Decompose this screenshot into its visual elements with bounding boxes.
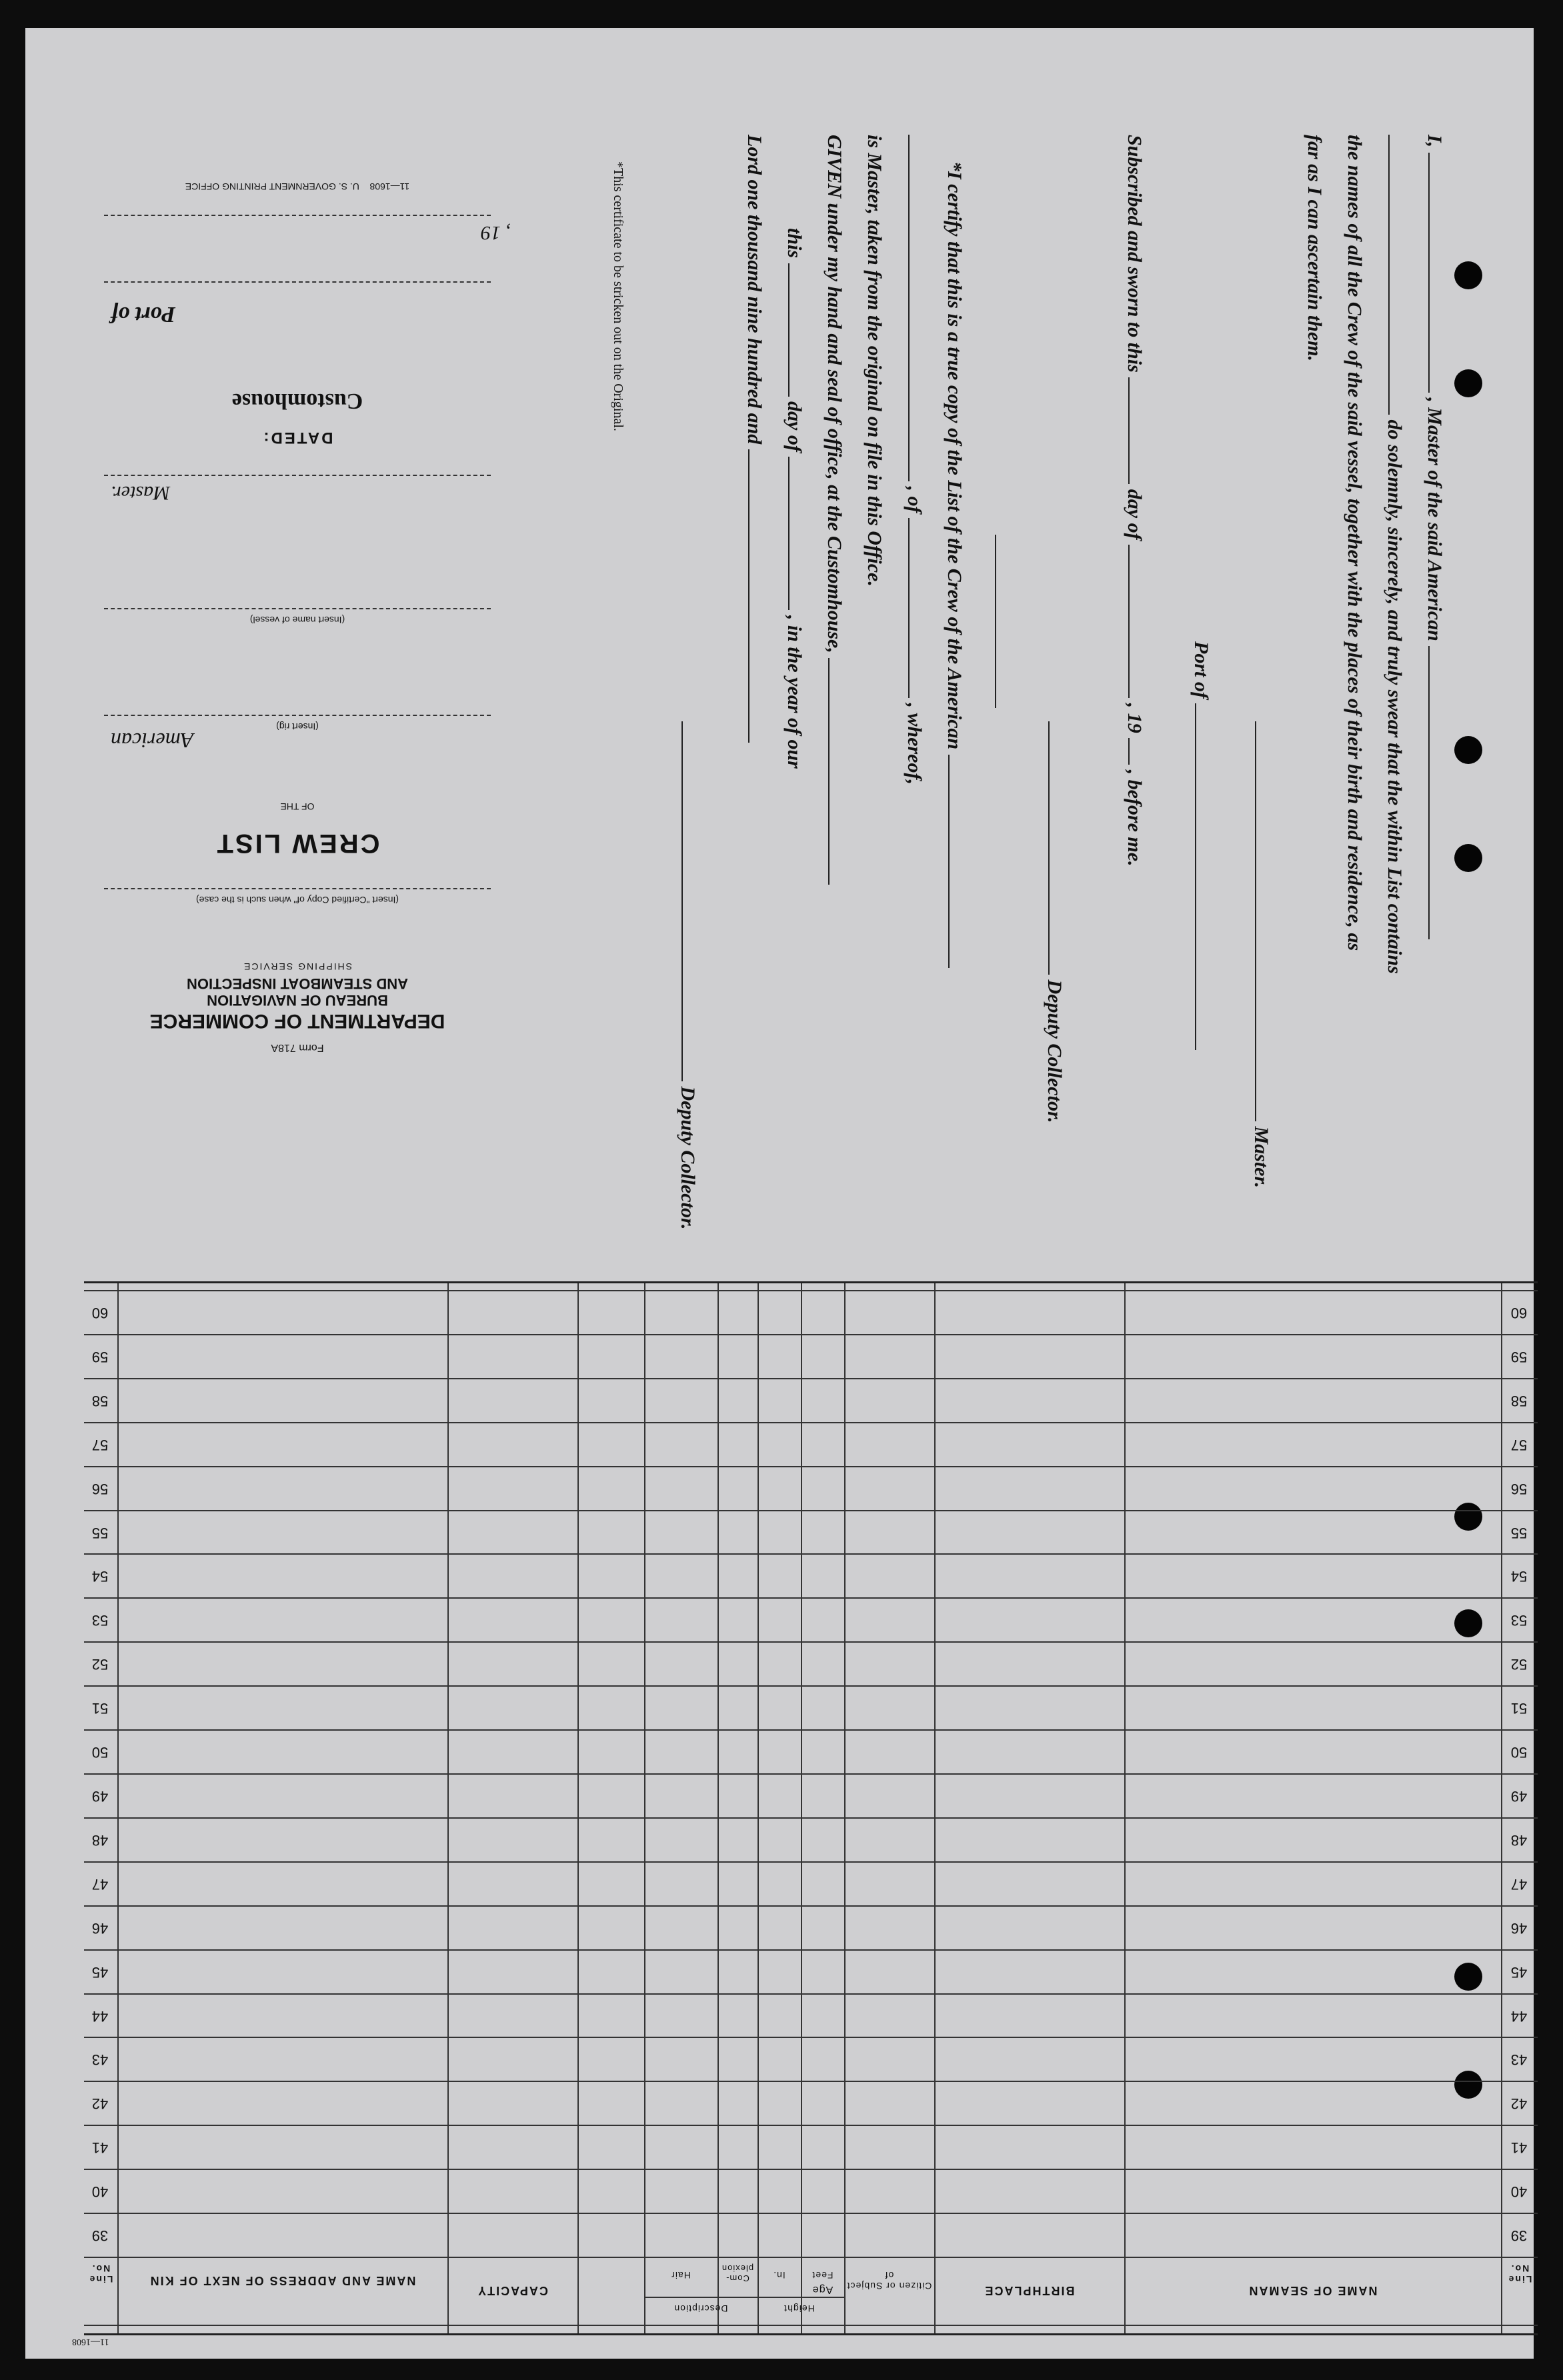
row-number-right: 54 <box>1510 1568 1528 1585</box>
cover-crew-list: CREW LIST <box>215 829 380 858</box>
table-row <box>84 1510 1538 1511</box>
row-number-right: 42 <box>1510 2095 1528 2113</box>
cert-master-of-american: , Master of the said American <box>1424 397 1446 641</box>
row-number-right: 52 <box>1510 1656 1528 1673</box>
row-number-left: 58 <box>91 1392 109 1409</box>
cert-i: I, <box>1424 135 1446 148</box>
row-number-right: 55 <box>1510 1524 1528 1541</box>
cert-this: this <box>784 228 806 259</box>
header-birthplace: BIRTHPLACE <box>984 2284 1075 2297</box>
cert-day-of-2: day of <box>784 401 806 452</box>
row-number-right: 48 <box>1510 1831 1528 1849</box>
cover-bureau-1: BUREAU OF NAVIGATION <box>207 992 388 1009</box>
cover-service: SHIPPING SERVICE <box>243 961 353 972</box>
table-row <box>84 1861 1538 1863</box>
table-row <box>84 1685 1538 1687</box>
table-row <box>84 1729 1538 1731</box>
header-complexion: Com-plexion <box>721 2263 754 2283</box>
table-row <box>84 1466 1538 1467</box>
table-row <box>84 1817 1538 1819</box>
punch-hole <box>1454 844 1482 872</box>
row-number-right: 40 <box>1510 2183 1528 2201</box>
cert-line-2: do solemnly, sincerely, and truly swear that the within List contains <box>1384 419 1406 974</box>
table-row <box>84 1553 1538 1555</box>
table-row <box>84 1290 1538 1291</box>
row-number-left: 60 <box>91 1304 109 1321</box>
crew-table <box>84 1281 1538 2335</box>
cover-dated: DATED: <box>261 429 333 447</box>
printer-line: 11—1608 U. S. GOVERNMENT PRINTING OFFICE <box>185 181 410 192</box>
row-number-left: 45 <box>91 1963 109 1981</box>
cert-line-4: far as I can ascertain them. <box>1304 135 1326 362</box>
row-number-left: 43 <box>91 2051 109 2069</box>
cert-deputy-collector-2: Deputy Collector. <box>677 1086 699 1230</box>
print-code: 11—1608 <box>72 2337 109 2347</box>
row-number-left: 48 <box>91 1831 109 1849</box>
table-row <box>84 2037 1538 2038</box>
row-number-left: 55 <box>91 1524 109 1541</box>
table-row <box>84 1378 1538 1379</box>
row-number-right: 53 <box>1510 1612 1528 1629</box>
row-number-right: 60 <box>1510 1304 1528 1321</box>
table-row <box>84 1422 1538 1423</box>
row-number-left: 41 <box>91 2139 109 2157</box>
table-row <box>84 1905 1538 1907</box>
cert-is-master: is Master, taken from the original on file in this Office. <box>864 135 886 587</box>
cert-year: , 19 <box>1124 703 1146 733</box>
cover-bureau-2: AND STEAMBOAT INSPECTION <box>186 975 409 992</box>
row-number-left: 56 <box>91 1480 109 1497</box>
table-row <box>84 1773 1538 1775</box>
cover-insert-note: (Insert "Certified Copy of" when such is the case) <box>195 895 399 905</box>
row-number-left: 47 <box>91 1875 109 1893</box>
cert-before-me: , before me. <box>1124 769 1146 867</box>
cert-lord: Lord one thousand nine hundred and <box>743 135 765 445</box>
row-number-right: 56 <box>1510 1480 1528 1497</box>
table-row <box>84 1334 1538 1335</box>
row-number-left: 44 <box>91 2007 109 2025</box>
cert-deputy-collector-1: Deputy Collector. <box>1044 979 1066 1123</box>
row-number-right: 50 <box>1510 1744 1528 1761</box>
cert-whereof: , whereof, <box>904 703 926 785</box>
header-inches: In. <box>773 2270 786 2281</box>
table-row <box>84 1993 1538 1995</box>
cert-in-year: , in the year of our <box>784 615 806 769</box>
row-number-right: 58 <box>1510 1392 1528 1409</box>
table-row <box>84 2169 1538 2170</box>
row-number-right: 47 <box>1510 1875 1528 1893</box>
cert-of: , of <box>904 486 926 513</box>
header-line-no-left: Line No. <box>1507 2263 1532 2285</box>
row-number-left: 42 <box>91 2095 109 2113</box>
header-citizen: Citizen or Subject of <box>846 2270 932 2291</box>
header-feet: Feet <box>812 2270 834 2281</box>
header-next-of-kin: NAME AND ADDRESS OF NEXT OF KIN <box>149 2274 416 2287</box>
cover-customhouse: Customhouse <box>231 389 363 413</box>
row-number-left: 49 <box>91 1787 109 1805</box>
row-number-left: 50 <box>91 1744 109 1761</box>
row-number-right: 43 <box>1510 2051 1528 2069</box>
header-line-no-right: Line No. <box>88 2263 113 2285</box>
cover-dept: DEPARTMENT OF COMMERCE <box>149 1010 445 1032</box>
cover-insert-vessel: (Insert name of vessel) <box>249 615 345 625</box>
punch-hole <box>1454 736 1482 764</box>
row-number-right: 51 <box>1510 1700 1528 1717</box>
header-height: Height <box>784 2303 815 2314</box>
row-number-left: 46 <box>91 1919 109 1937</box>
table-row <box>84 2213 1538 2214</box>
cert-certify: *I certify that this is a true copy of the List of the Crew of the American <box>944 161 966 750</box>
cert-port-of: Port of <box>1190 641 1212 699</box>
cert-subscribed: Subscribed and sworn to this <box>1124 135 1146 373</box>
row-number-right: 57 <box>1510 1436 1528 1453</box>
row-number-left: 39 <box>91 2227 109 2245</box>
cert-line-3: the names of all the Crew of the said vessel, together with the places of their birth and residence, as <box>1344 135 1366 951</box>
cover-american: American <box>111 729 194 753</box>
row-number-left: 51 <box>91 1700 109 1717</box>
row-number-right: 44 <box>1510 2007 1528 2025</box>
cover-master: Master. <box>111 482 171 504</box>
cert-day-of: day of <box>1124 489 1146 540</box>
header-name-of-seaman: NAME OF SEAMAN <box>1248 2284 1378 2297</box>
row-number-right: 41 <box>1510 2139 1528 2157</box>
cover-year: , 19 <box>481 222 511 244</box>
cover-panel <box>84 141 511 1188</box>
row-number-left: 59 <box>91 1348 109 1365</box>
row-number-left: 53 <box>91 1612 109 1629</box>
row-number-right: 59 <box>1510 1348 1528 1365</box>
cert-given: GIVEN under my hand and seal of office, at the Customhouse, <box>824 135 846 653</box>
header-description: Description <box>673 2303 728 2314</box>
table-row <box>84 1597 1538 1599</box>
header-hair: Hair <box>671 2270 691 2281</box>
row-number-left: 54 <box>91 1568 109 1585</box>
cover-of-the: OF THE <box>280 801 315 812</box>
cert-footnote: *This certificate to be stricken out on the Original. <box>611 161 625 431</box>
row-number-left: 57 <box>91 1436 109 1453</box>
table-row <box>84 2081 1538 2082</box>
row-number-right: 49 <box>1510 1787 1528 1805</box>
row-number-right: 46 <box>1510 1919 1528 1937</box>
row-number-left: 40 <box>91 2183 109 2201</box>
row-number-right: 39 <box>1510 2227 1528 2245</box>
row-number-right: 45 <box>1510 1963 1528 1981</box>
row-number-left: 52 <box>91 1656 109 1673</box>
punch-hole <box>1454 369 1482 397</box>
cert-master-signature: Master. <box>1250 1126 1272 1189</box>
header-age: Age <box>812 2284 834 2295</box>
punch-hole <box>1454 261 1482 289</box>
cover-port-of: Port of <box>111 302 176 327</box>
table-row <box>84 1949 1538 1951</box>
cover-form-no: Form 718A <box>271 1042 324 1053</box>
cover-insert-rig: (Insert rig) <box>276 721 319 732</box>
table-row <box>84 1641 1538 1643</box>
document-sheet <box>25 28 1534 2359</box>
table-row <box>84 2125 1538 2126</box>
header-capacity: CAPACITY <box>477 2284 548 2297</box>
